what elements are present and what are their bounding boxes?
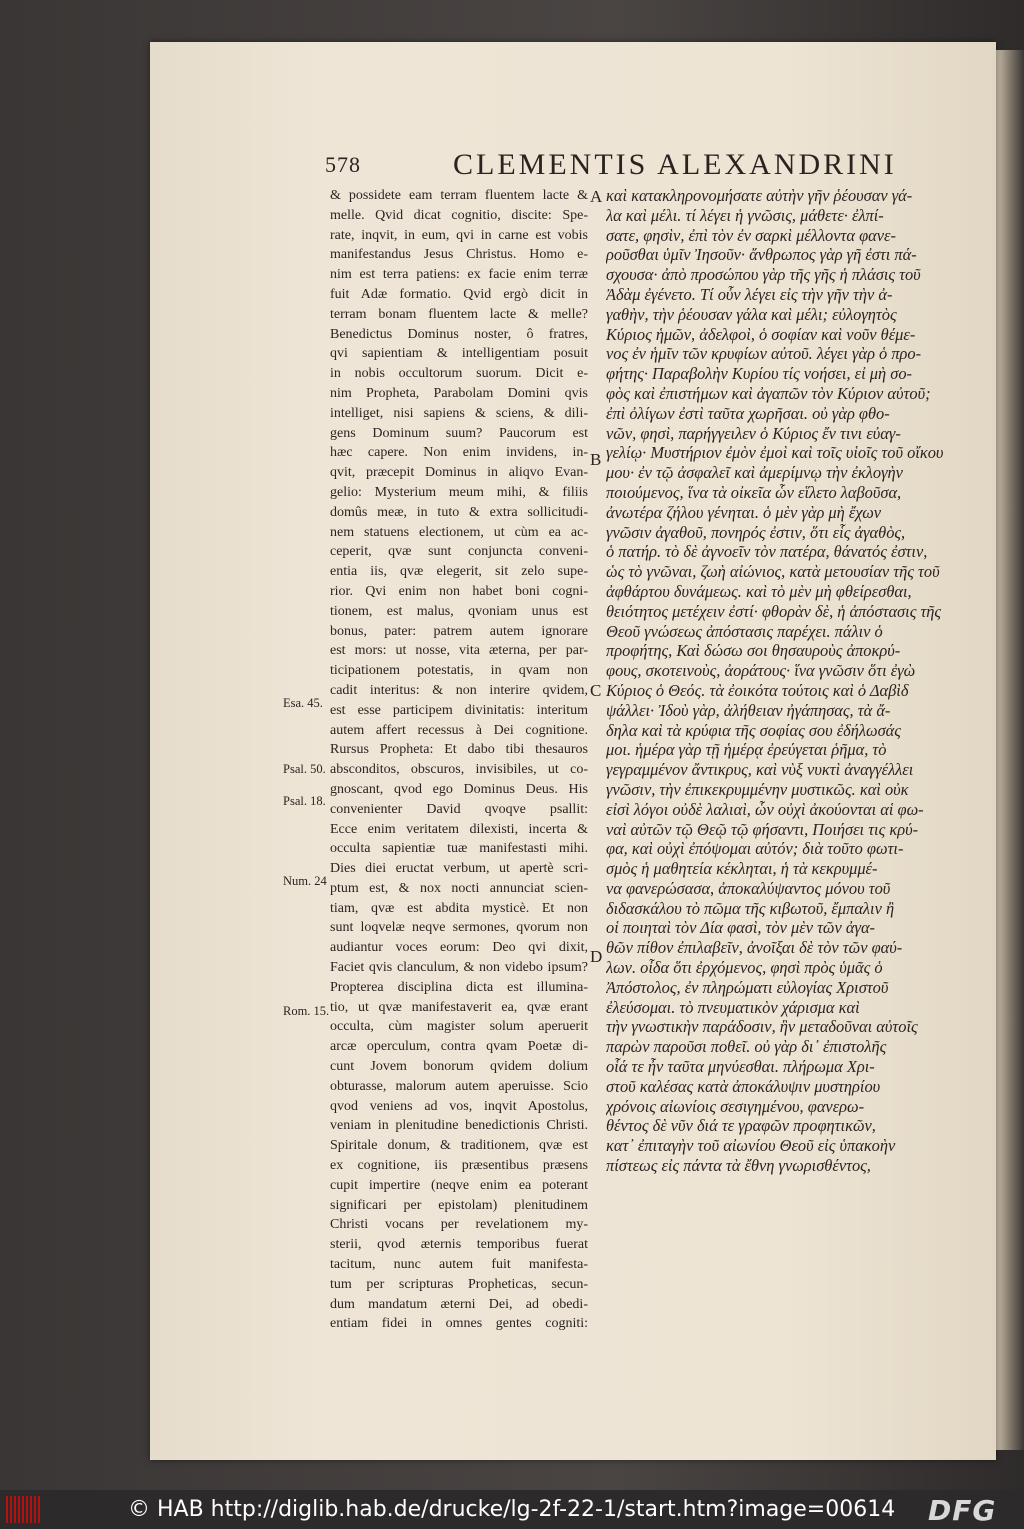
text-line: φὸς καὶ ἐπιστήμων καὶ ἀγαπῶν τὸν Κύριον αὐτοῦ; — [606, 383, 931, 403]
page-number: 578 — [325, 152, 361, 177]
text-line: Faciet qvis clanculum, & non videbo ipsum? — [330, 960, 588, 976]
margin-note: Rom. 15. — [283, 1004, 330, 1018]
text-line: qvod veniens ad vos, inqvit Apostolus, — [330, 1098, 588, 1114]
text-line: nim est terra patiens: ex facie enim terræ — [330, 267, 588, 283]
text-line: absconditos, obscuros, invisibiles, ut co- — [330, 762, 588, 778]
text-line: qvit, præcepit Dominus in aliqvo Evan- — [330, 465, 588, 481]
text-line: φήτης· Παραβολὴν Κυρίου τίς νοήσει, εἰ μὴ σο- — [606, 364, 912, 384]
text-line: ticipationem potestatis, in qvam non — [330, 663, 588, 679]
text-line: tacitum, nunc autem fuit manifesta- — [330, 1257, 588, 1273]
text-line: Dies diei eructat verbum, ut apertè scri- — [330, 861, 588, 877]
text-line: Κύριος ἡμῶν, ἀδελφοὶ, ὁ σοφίαν καὶ νοῦν θέμε- — [606, 324, 916, 344]
text-line: Κύριος ὁ Θεός. τὰ ἐοικότα τούτοις καὶ ὁ Δαβὶδ — [606, 680, 909, 700]
text-line: φα, καὶ οὐχὶ ἐπόψομαι αὐτόν; διὰ τοῦτο φωτι- — [606, 839, 904, 859]
text-line: rior. Qvi enim non habet boni cogni- — [330, 583, 588, 599]
text-line: entiam fidei in omnes gentes cogniti: — [330, 1316, 588, 1332]
section-letter: A — [590, 187, 603, 206]
text-line: στοῦ καλέσας κατὰ ἀποκάλυψιν μυστηρίου — [606, 1076, 881, 1096]
text-line: οἱ ποιηταὶ τὸν Δία φασὶ, τὸν μὲν τῶν ἀγα- — [606, 918, 876, 938]
text-line: Θεοῦ γνώσεως ἀπόστασις παρέχει. πάλιν ὁ — [606, 621, 883, 641]
text-line: γελίῳ· Μυστήριον ἐμὸν ἐμοὶ καὶ τοῖς υἱοῖς τοῦ οἴκου — [606, 443, 944, 463]
text-line: domûs meæ, in tuto & extra sollicitudi- — [330, 504, 588, 520]
text-line: gens Dominum suum? Paucorum est — [330, 425, 588, 441]
text-line: manifestandus Jesus Christus. Homo e- — [330, 247, 588, 263]
text-line: νῶν, φησὶ, παρήγγειλεν ὁ Κύριος ἔν τινι εὐαγ- — [606, 423, 901, 443]
text-line: occulta sapientiæ tuæ manifestasti mihi. — [330, 841, 588, 857]
margin-note: Psal. 18. — [283, 794, 326, 808]
text-line: est esse participem divinitatis: interitum — [330, 702, 588, 718]
text-line: gelio: Mysterium meum mihi, & filiis — [330, 484, 588, 500]
text-line: σχουσα· ἀπὸ προσώπου γὰρ τῆς γῆς ἡ πλάσις τοῦ — [606, 265, 921, 285]
section-letter: B — [590, 450, 602, 469]
section-letter: C — [590, 681, 602, 700]
text-line: λων. οἶδα ὅτι ἐρχόμενος, φησὶ πρὸς ὑμᾶς ὁ — [606, 958, 883, 978]
text-line: ἀνωτέρα ζήλου γένηται. ὁ μὲν γὰρ μὴ ἔχων — [606, 502, 882, 522]
text-line: fuit Adæ formatio. Qvid ergò dicit in — [330, 286, 588, 302]
text-line: terram bonam fluentem lacte & melle? — [330, 306, 588, 322]
text-line: λα καὶ μέλι. τί λέγει ἡ γνῶσις, μάθετε· ἐλπί- — [606, 205, 884, 225]
text-line: μοι. ἡμέρα γὰρ τῇ ἡμέρᾳ ἐρεύγεται ῥῆμα, τὸ — [606, 740, 887, 760]
text-line: θέντος δὲ νῦν διά τε γραφῶν προφητικῶν, — [606, 1116, 876, 1136]
text-line: intelliget, nisi sapiens & sciens, & dili- — [330, 405, 588, 421]
text-line: καὶ κατακληρονομήσατε αὐτὴν γῆν ῥέουσαν γά- — [606, 186, 913, 205]
viewer-footer — [0, 1490, 1024, 1529]
text-line: ἀφθάρτου δυνάμεως. καὶ τὸ μὲν μὴ φθείρεσθαι, — [606, 581, 912, 601]
text-line: ὡς τὸ γνῶναι, ζωὴ αἰώνιος, κατὰ μετουσίαν τῆς τοῦ — [606, 562, 940, 582]
text-line: tum per scripturas Propheticas, secun- — [330, 1276, 588, 1292]
text-line: qvi sapientiam & intelligentiam posuit — [330, 346, 588, 362]
text-line: ptum est, & nox nocti annunciat scien- — [330, 880, 588, 896]
text-line: μου· ἐν τῷ ἀσφαλεῖ καὶ ἀμερίμνῳ τὴν ἐκλογὴν — [606, 463, 903, 483]
text-line: ἐλεύσομαι. τὸ πνευματικὸν χάρισμα καὶ — [606, 997, 860, 1017]
text-line: melle. Qvid dicat cognitio, discite: Spe- — [330, 207, 588, 223]
text-line: χρόνοις αἰωνίοις σεσιγημένου, φανερω- — [606, 1096, 865, 1116]
text-line: να φανερώσασα, ἀποκαλύψαντος μόνου τοῦ — [606, 878, 891, 898]
text-line: ὁ πατήρ. τὸ δὲ ἀγνοεῖν τὸν πατέρα, θάνατός ἐστιν, — [606, 542, 928, 562]
text-line: tiam, qvæ est abdita mysticè. Et non — [330, 900, 588, 916]
copyright-link[interactable]: © HAB http://diglib.hab.de/drucke/lg-2f-22-1/start.htm?image=00614 — [128, 1497, 896, 1522]
text-line: cunt Jovem bonorum qvidem dolium — [330, 1059, 588, 1075]
text-line: occulta, cùm magister solum aperuerit — [330, 1019, 588, 1035]
text-line: διδασκάλου τὸ πῶμα τῆς κιβωτοῦ, ἔμπαλιν ἢ — [606, 898, 895, 918]
text-line: φους, σκοτεινοὺς, ἀοράτους· ἵνα γνῶσιν ὅτι ἐγὼ — [606, 661, 916, 681]
text-line: εἰσὶ λόγοι οὐδὲ λαλιαὶ, ὧν οὐχὶ ἀκούονται αἱ φω- — [606, 799, 924, 819]
latin-column — [330, 186, 588, 1334]
text-line: θῶν πίθον ἐπιλαβεῖν, ἀνοῖξαι δὲ τὸν τῶν φαύ- — [606, 938, 903, 958]
text-line: audiantur voces eorum: Deo qvi dixit, — [330, 940, 588, 956]
text-line: significari per epistolam) plenitudinem — [330, 1197, 588, 1213]
barcode-icon — [6, 1496, 40, 1523]
text-line: Rursus Propheta: Et dabo tibi thesauros — [330, 742, 588, 758]
text-line: γνῶσιν, τὴν ἐπικεκρυμμένην μυστικῶς. καὶ οὐκ — [606, 779, 909, 799]
text-line: gnoscant, qvod ego Dominus Deus. His — [330, 781, 588, 797]
text-line: ex cognitione, iis præsentibus præsens — [330, 1158, 588, 1174]
text-line: Propterea disciplina dicta est illumina- — [330, 979, 588, 995]
text-line: ceperit, qvæ sunt conjuncta conveni- — [330, 544, 588, 560]
text-line: dum mandatum æterni Dei, ad obedi- — [330, 1296, 588, 1312]
text-line: autem affert recessus à Dei cognitione. — [330, 722, 588, 738]
text-line: hæc capere. Non enim invidens, in- — [330, 445, 588, 461]
text-line: nem statuens electionem, ut cùm ea ac- — [330, 524, 588, 540]
text-line: & possidete eam terram fluentem lacte & — [330, 188, 588, 203]
text-line: cupit impertire (neqve enim ea poterant — [330, 1177, 588, 1193]
text-line: tio, ut qvæ manifestaverit ea, qvæ erant — [330, 999, 588, 1015]
text-line: γνῶσιν ἀγαθοῦ, πονηρός ἐστιν, ὅτι εἷς ἀγαθὸς, — [606, 522, 906, 542]
text-line: κατ᾽ ἐπιταγὴν τοῦ αἰωνίου Θεοῦ εἰς ὑπακοὴν — [606, 1136, 896, 1156]
text-line: rate, inqvit, in eum, qvi in carne est vobis — [330, 227, 588, 243]
text-line: Benedictus Dominus noster, ô fratres, — [330, 326, 588, 342]
text-line: convenienter David qvoqve psallit: — [330, 801, 588, 817]
text-line: ποιούμενος, ἵνα τὰ οἰκεῖα ὧν εἵλετο λαβοῦσα, — [606, 482, 902, 502]
text-line: est mors: ut nosse, vita æterna, per par- — [330, 643, 588, 659]
text-line: sterii, qvod æternis temporibus fuerat — [330, 1237, 588, 1253]
text-line: σατε, φησὶν, ἐπὶ τὸν ἐν σαρκὶ μέλλοντα φανε- — [606, 225, 896, 245]
text-line: Spiritale donum, & traditionem, qvæ est — [330, 1138, 588, 1154]
text-line: arcæ operculum, contra qvam Poetæ di- — [330, 1039, 588, 1055]
text-line: ἐπὶ ὀλίγων ἐστὶ ταῦτα χωρῆσαι. οὐ γὰρ φθο- — [606, 403, 890, 423]
text-line: Ecce enim veritatem dilexisti, incerta & — [330, 821, 588, 837]
running-head: CLEMENTIS ALEXANDRINI — [453, 148, 897, 181]
margin-note: Psal. 50. — [283, 762, 326, 776]
text-line: entia iis, qvæ elegerit, sit zelo supe- — [330, 564, 588, 580]
text-line: οἷά τε ἦν ταῦτα μηνύεσθαι. πλήρωμα Χρι- — [606, 1057, 875, 1077]
text-line: Ἀδὰμ ἐγένετο. Τί οὖν λέγει εἰς τὴν γῆν τὴν ἀ- — [606, 284, 893, 304]
margin-note: Num. 24 — [283, 874, 327, 888]
text-line: ψάλλει· Ἰδοὺ γὰρ, ἀλήθειαν ἠγάπησας, τὰ ἄ- — [606, 700, 891, 720]
text-line: bonus, pater: patrem autem ignorare — [330, 623, 588, 639]
text-line: Christi vocans per revelationem my- — [330, 1217, 588, 1233]
text-line: σμὸς ἡ μαθητεία κέκληται, ἡ τὰ κεκρυμμέ- — [606, 859, 878, 879]
section-letter: D — [590, 947, 603, 966]
text-line: γαθὴν, τὴν ῥέουσαν γάλα καὶ μέλι; εὐλογητὸς — [606, 304, 897, 324]
margin-note: Esa. 45. — [283, 696, 323, 710]
text-line: πίστεως εἰς πάντα τὰ ἔθνη γνωρισθέντος, — [606, 1156, 871, 1176]
text-line: obturasse, malorum autem aperuisse. Scio — [330, 1078, 588, 1094]
text-line: παρὼν παροῦσι ποθεῖ. οὐ γὰρ δι᾽ ἐπιστολῆς — [606, 1037, 887, 1057]
text-line: γεγραμμένον ἄντικρυς, καὶ νὺξ νυκτὶ ἀναγγέλλει — [606, 760, 914, 780]
text-line: tionem, est malus, qvoniam unus est — [330, 603, 588, 619]
text-line: nim Propheta, Parabolam Domini qvis — [330, 385, 588, 401]
text-line: τὴν γνωστικὴν παράδοσιν, ἣν μεταδοῦναι αὐτοῖς — [606, 1017, 918, 1037]
text-line: sunt loqvelæ neqve sermones, qvorum non — [330, 920, 588, 936]
greek-column — [606, 186, 944, 1176]
text-line: δηλα καὶ τὰ κρύφια τῆς σοφίας σου ἐδήλωσάς — [606, 720, 901, 740]
text-line: cadit interitus: & non interire qvidem, — [330, 682, 588, 698]
text-line: προφήτης, Καὶ δώσω σοι θησαυροὺς ἀποκρύ- — [606, 641, 901, 661]
text-line: Ἀπόστολος, ἐν πληρώματι εὐλογίας Χριστοῦ — [606, 977, 889, 997]
text-line: νος ἐν ἡμῖν τῶν κρυφίων αὐτοῦ. λέγει γὰρ ὁ προ- — [606, 344, 922, 364]
text-line: ροῦσθαι ὑμῖν Ἰησοῦν· ἄνθρωπος γὰρ γῆ ἐστι πά- — [606, 245, 917, 265]
dfg-logo: DFG — [928, 1494, 997, 1527]
page-edge — [996, 50, 1024, 1450]
text-line: θειότητος μετέχειν ἐστί· φθορὰν δὲ, ἡ ἀπόστασις τῆς — [606, 601, 942, 621]
text-line: veniam in plenitudine benedictionis Christi. — [330, 1118, 588, 1134]
text-line: in nobis occultorum suorum. Dicit e- — [330, 366, 588, 382]
text-line: ναὶ αὐτῶν τῷ Θεῷ τῷ φήσαντι, Ποιήσει τις κρύ- — [606, 819, 919, 839]
